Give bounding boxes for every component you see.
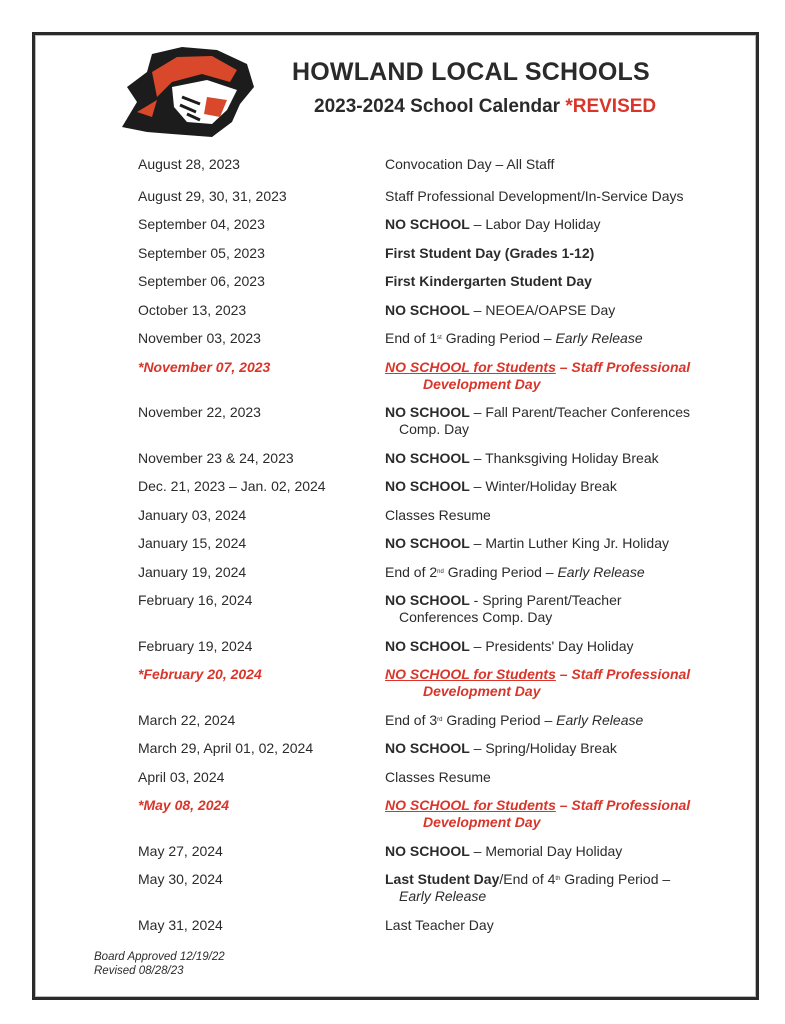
event-date: May 30, 2024 xyxy=(138,871,223,887)
event-description xyxy=(385,216,718,233)
description-segment: NO SCHOOL xyxy=(385,449,470,466)
event-date: February 16, 2024 xyxy=(138,592,253,608)
calendar-event-row xyxy=(138,666,718,712)
event-date: November 23 & 24, 2023 xyxy=(138,449,294,466)
event-date: September 06, 2023 xyxy=(138,273,265,289)
event-date: March 29, April 01, 02, 2024 xyxy=(138,740,314,756)
event-description xyxy=(385,404,718,438)
description-segment: End of 2 xyxy=(385,563,438,580)
calendar-event-row xyxy=(138,478,718,507)
description-continuation: Development Day xyxy=(423,814,541,830)
description-segment: NO SCHOOL for Students xyxy=(385,358,556,375)
description-segment: Early Release xyxy=(557,563,645,580)
event-description xyxy=(385,917,718,934)
ordinal-suffix: st xyxy=(437,335,442,341)
revised-note: Revised 08/28/23 xyxy=(94,965,184,977)
event-date: February 19, 2024 xyxy=(138,637,253,654)
calendar-event-row xyxy=(138,450,718,479)
calendar-event-row xyxy=(138,535,718,564)
event-date: April 03, 2024 xyxy=(138,768,225,785)
event-date: *November 07, 2023 xyxy=(138,358,271,375)
event-description xyxy=(385,843,718,860)
event-date: January 15, 2024 xyxy=(138,535,247,551)
description-segment: NO SCHOOL xyxy=(385,404,470,420)
description-segment: Staff Professional Development/In-Service Days xyxy=(385,187,684,204)
event-description xyxy=(385,797,718,831)
calendar-event-row xyxy=(138,740,718,769)
description-segment: – NEOEA/OAPSE Day xyxy=(469,301,616,318)
ordinal-suffix: rd xyxy=(437,716,443,723)
calendar-event-row xyxy=(138,917,718,946)
calendar-event-row xyxy=(138,216,718,245)
description-segment: NO SCHOOL xyxy=(385,301,470,318)
description-continuation: Early Release xyxy=(399,888,487,904)
event-date: September 04, 2023 xyxy=(138,216,265,232)
description-segment: – Martin Luther King Jr. Holiday xyxy=(469,535,669,551)
description-segment: Grading Period – xyxy=(560,871,671,887)
event-description xyxy=(385,871,718,905)
calendar-event-row xyxy=(138,638,718,667)
event-description xyxy=(385,666,718,700)
description-segment: – Labor Day Holiday xyxy=(469,216,601,232)
ordinal-suffix: th xyxy=(555,876,561,882)
event-date: May 27, 2024 xyxy=(138,842,223,859)
description-segment: NO SCHOOL xyxy=(385,842,470,859)
page-subtitle xyxy=(314,96,656,118)
calendar-event-row xyxy=(138,330,718,359)
event-description xyxy=(385,769,718,786)
calendar-event-row xyxy=(138,843,718,872)
calendar-event-row xyxy=(138,507,718,536)
description-segment: NO SCHOOL for Students xyxy=(385,666,556,682)
event-date: March 22, 2024 xyxy=(138,711,236,728)
event-description xyxy=(385,740,718,757)
description-segment: Early Release xyxy=(555,330,643,346)
event-date: *May 08, 2024 xyxy=(138,797,230,813)
event-description xyxy=(385,535,718,552)
description-segment: - Spring Parent/Teacher xyxy=(469,592,622,608)
calendar-event-row xyxy=(138,769,718,798)
event-date: January 03, 2024 xyxy=(138,506,247,523)
calendar-event-row xyxy=(138,592,718,638)
description-segment: Classes Resume xyxy=(385,506,491,523)
event-description xyxy=(385,273,718,290)
event-description xyxy=(385,478,718,495)
event-date: Dec. 21, 2023 – Jan. 02, 2024 xyxy=(138,478,326,494)
description-segment: NO SCHOOL xyxy=(385,478,470,494)
calendar-event-row xyxy=(138,797,718,843)
description-segment: Grading Period – xyxy=(441,330,556,346)
description-segment: Classes Resume xyxy=(385,768,491,785)
event-description xyxy=(385,302,718,319)
calendar-event-row xyxy=(138,404,718,450)
description-segment: – Memorial Day Holiday xyxy=(469,842,623,859)
description-segment: NO SCHOOL xyxy=(385,637,470,654)
description-segment: NO SCHOOL xyxy=(385,535,470,551)
calendar-event-row xyxy=(138,245,718,274)
description-segment: NO SCHOOL xyxy=(385,592,470,608)
description-segment: NO SCHOOL for Students xyxy=(385,797,556,813)
calendar-event-row xyxy=(138,302,718,331)
description-segment: – Fall Parent/Teacher Conferences xyxy=(469,404,691,420)
event-description xyxy=(385,507,718,524)
footer-notes xyxy=(94,950,225,978)
event-description xyxy=(385,188,718,205)
description-segment: – Thanksgiving Holiday Break xyxy=(469,449,659,466)
description-segment: /End of 4 xyxy=(499,871,556,887)
description-segment: – Staff Professional xyxy=(555,797,691,813)
event-date: September 05, 2023 xyxy=(138,244,265,261)
description-segment: NO SCHOOL xyxy=(385,740,470,756)
board-approved-note: Board Approved 12/19/22 xyxy=(94,951,225,963)
calendar-event-row xyxy=(138,871,718,917)
description-segment: Last Student Day xyxy=(385,871,500,887)
event-date: August 29, 30, 31, 2023 xyxy=(138,187,287,204)
calendar-event-row xyxy=(138,273,718,302)
event-description xyxy=(385,712,718,729)
event-date: August 28, 2023 xyxy=(138,156,240,172)
description-segment: End of 1 xyxy=(385,330,438,346)
description-segment: Grading Period – xyxy=(443,563,558,580)
event-description xyxy=(385,156,718,173)
description-segment: – Presidents' Day Holiday xyxy=(469,637,634,654)
description-continuation: Development Day xyxy=(423,683,541,699)
description-segment: Convocation Day – All Staff xyxy=(385,156,555,172)
event-description xyxy=(385,592,718,626)
description-segment: Last Teacher Day xyxy=(385,916,494,933)
description-segment: – Winter/Holiday Break xyxy=(469,478,617,494)
event-date: November 22, 2023 xyxy=(138,404,261,420)
event-description xyxy=(385,638,718,655)
subtitle-text: 2023-2024 School Calendar xyxy=(314,96,566,117)
description-segment: Grading Period – xyxy=(442,711,557,728)
calendar-event-row xyxy=(138,156,718,188)
description-segment: – Staff Professional xyxy=(555,358,691,375)
calendar-event-row xyxy=(138,564,718,593)
page-title: HOWLAND LOCAL SCHOOLS xyxy=(292,58,650,86)
description-segment: End of 3 xyxy=(385,711,438,728)
tiger-logo xyxy=(112,42,262,142)
calendar-event-row xyxy=(138,188,718,217)
description-segment: Early Release xyxy=(556,711,644,728)
event-description xyxy=(385,245,718,262)
event-description xyxy=(385,359,718,393)
description-continuation: Development Day xyxy=(423,375,541,392)
revised-badge: *REVISED xyxy=(565,96,657,117)
event-description xyxy=(385,330,718,347)
calendar-event-list xyxy=(138,156,718,945)
event-date: October 13, 2023 xyxy=(138,301,247,318)
event-description xyxy=(385,564,718,581)
event-date: *February 20, 2024 xyxy=(138,666,262,682)
description-continuation: Comp. Day xyxy=(399,421,470,437)
description-segment: First Kindergarten Student Day xyxy=(385,273,592,289)
event-date: May 31, 2024 xyxy=(138,916,223,933)
description-segment: NO SCHOOL xyxy=(385,216,470,232)
description-segment: – Spring/Holiday Break xyxy=(469,740,617,756)
calendar-event-row xyxy=(138,359,718,405)
description-segment: – Staff Professional xyxy=(555,666,691,682)
calendar-event-row xyxy=(138,712,718,741)
description-segment: First Student Day (Grades 1-12) xyxy=(385,244,595,261)
description-continuation: Conferences Comp. Day xyxy=(399,609,553,625)
event-description xyxy=(385,450,718,467)
event-date: November 03, 2023 xyxy=(138,330,261,346)
ordinal-suffix: nd xyxy=(437,568,444,575)
event-date: January 19, 2024 xyxy=(138,563,247,580)
